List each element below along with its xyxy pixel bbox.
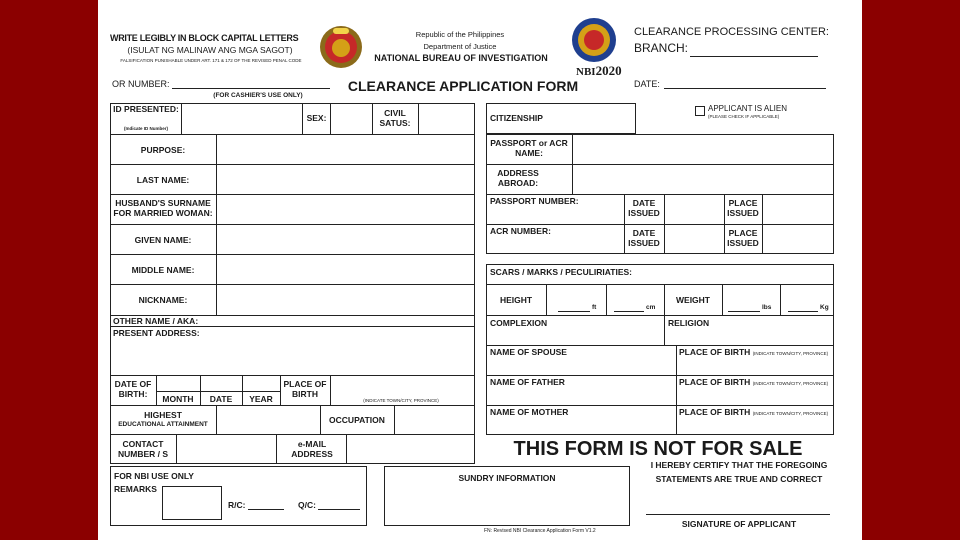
passport-acr-name-field[interactable] bbox=[573, 135, 833, 163]
purpose-field[interactable] bbox=[217, 135, 474, 163]
date-of-birth-label: DATE OF BIRTH: bbox=[114, 379, 152, 399]
spouse-name-field[interactable] bbox=[490, 357, 674, 374]
nbi-seal-label: NBI bbox=[576, 66, 596, 78]
citizenship-label: CITIZENSHIP bbox=[490, 113, 543, 123]
rc-field[interactable] bbox=[248, 509, 284, 510]
occupation-field[interactable] bbox=[395, 406, 474, 433]
religion-field[interactable] bbox=[668, 328, 832, 344]
republic-text: Republic of the Philippines bbox=[415, 30, 505, 39]
birth-year-label: YEAR bbox=[249, 394, 273, 404]
passport-date-issued-field[interactable] bbox=[665, 195, 723, 223]
sundry-info-field[interactable] bbox=[388, 485, 626, 523]
weight-kg-field[interactable] bbox=[788, 311, 818, 312]
mother-place-of-birth-text: PLACE OF BIRTH bbox=[679, 407, 751, 417]
passport-acr-name-label: PASSPORT or ACR NAME: bbox=[490, 138, 568, 158]
spouse-place-of-birth-note: (INDICATE TOWN/CITY, PROVINCE) bbox=[752, 351, 829, 356]
form-filename: FN: Revised NBI Clearance Application Form V1.2 bbox=[484, 528, 596, 534]
last-name-field[interactable] bbox=[217, 165, 474, 193]
middle-name-field[interactable] bbox=[217, 255, 474, 283]
mother-place-of-birth-label bbox=[679, 407, 828, 417]
nickname-field[interactable] bbox=[217, 285, 474, 314]
mother-name-field[interactable] bbox=[490, 417, 674, 434]
sundry-info-label: SUNDRY INFORMATION bbox=[458, 473, 556, 483]
doj-seal-icon bbox=[320, 26, 362, 68]
height-cm-field[interactable] bbox=[614, 311, 644, 312]
spouse-place-of-birth-text: PLACE OF BIRTH bbox=[679, 347, 751, 357]
acr-number-label: ACR NUMBER: bbox=[490, 226, 551, 236]
weight-lbs-unit: lbs bbox=[762, 304, 772, 311]
branch-field[interactable] bbox=[690, 56, 818, 57]
mother-place-of-birth-note: (INDICATE TOWN/CITY, PROVINCE) bbox=[752, 411, 829, 416]
passport-place-issued-field[interactable] bbox=[763, 195, 833, 223]
or-number-field[interactable] bbox=[172, 88, 330, 89]
height-cm-unit: cm bbox=[646, 304, 656, 311]
occupation-label: OCCUPATION bbox=[329, 415, 385, 425]
highest-label: HIGHEST bbox=[144, 410, 182, 420]
place-of-birth-label: PLACE OF BIRTH bbox=[283, 379, 327, 399]
form-title: CLEARANCE APPLICATION FORM bbox=[347, 78, 579, 94]
height-ft-field[interactable] bbox=[558, 311, 590, 312]
email-field[interactable] bbox=[347, 435, 474, 463]
not-for-sale-notice: THIS FORM IS NOT FOR SALE bbox=[513, 438, 803, 460]
civil-status-field[interactable] bbox=[419, 104, 474, 133]
signature-field[interactable] bbox=[646, 514, 830, 515]
husbands-surname-field[interactable] bbox=[217, 195, 474, 223]
id-presented-label: ID PRESENTED: bbox=[113, 104, 179, 114]
applicant-alien-note: (PLEASE CHECK IF APPLICABLE) bbox=[708, 114, 780, 119]
branch-label: BRANCH: bbox=[634, 41, 689, 55]
acr-place-issued-label: PLACE ISSUED bbox=[727, 228, 759, 248]
spouse-place-of-birth-label bbox=[679, 347, 828, 357]
passport-date-issued-label: DATE ISSUED bbox=[628, 198, 660, 218]
complexion-label: COMPLEXION bbox=[490, 318, 548, 328]
certify-line-1: I HEREBY CERTIFY THAT THE FOREGOING bbox=[650, 460, 828, 470]
birth-month-label: MONTH bbox=[162, 394, 194, 404]
sex-field[interactable] bbox=[331, 104, 372, 133]
remarks-field[interactable] bbox=[162, 486, 222, 520]
given-name-label: GIVEN NAME: bbox=[134, 235, 192, 245]
nbi-seal-icon bbox=[572, 18, 616, 62]
id-presented-field[interactable] bbox=[182, 104, 302, 133]
write-legibly-note: WRITE LEGIBLY IN BLOCK CAPITAL LETTERS bbox=[110, 33, 299, 43]
nbi-seal-text bbox=[576, 63, 622, 78]
rc-label: R/C: bbox=[228, 500, 246, 510]
applicant-alien-checkbox[interactable] bbox=[695, 106, 705, 116]
complexion-field[interactable] bbox=[490, 328, 662, 344]
spouse-name-label: NAME OF SPOUSE bbox=[490, 347, 567, 357]
address-abroad-label: ADDRESS ABROAD: bbox=[497, 168, 539, 188]
father-name-field[interactable] bbox=[490, 387, 674, 404]
processing-center-label: CLEARANCE PROCESSING CENTER: bbox=[634, 26, 829, 38]
contact-number-field[interactable] bbox=[177, 435, 275, 463]
cashier-note: (FOR CASHIER'S USE ONLY) bbox=[213, 92, 303, 99]
civil-status-label: CIVIL SATUS: bbox=[379, 108, 411, 128]
religion-label: RELIGION bbox=[668, 318, 710, 328]
date-field[interactable] bbox=[664, 88, 826, 89]
nbi-use-label: FOR NBI USE ONLY bbox=[114, 471, 194, 481]
father-place-of-birth-note: (INDICATE TOWN/CITY, PROVINCE) bbox=[752, 381, 829, 386]
educational-attainment-label: EDUCATIONAL ATTAINMENT bbox=[118, 421, 208, 428]
father-place-of-birth-label bbox=[679, 377, 828, 387]
id-number-note: (Indicate ID Number) bbox=[123, 126, 168, 131]
passport-place-issued-label: PLACE ISSUED bbox=[727, 198, 759, 218]
acr-number-field[interactable] bbox=[490, 236, 622, 253]
or-number-label: OR NUMBER: bbox=[112, 79, 170, 89]
nbi-seal-year: 2020 bbox=[595, 63, 622, 78]
father-name-label: NAME OF FATHER bbox=[490, 377, 565, 387]
birth-day-label: DATE bbox=[209, 394, 233, 404]
husbands-surname-label: HUSBAND'S SURNAME FOR MARRIED WOMAN: bbox=[113, 198, 213, 218]
passport-number-field[interactable] bbox=[490, 206, 622, 223]
address-abroad-field[interactable] bbox=[573, 165, 833, 193]
place-of-birth-field[interactable] bbox=[331, 376, 474, 396]
purpose-label: PURPOSE: bbox=[140, 145, 186, 155]
present-address-field[interactable] bbox=[111, 338, 474, 374]
acr-date-issued-label: DATE ISSUED bbox=[628, 228, 660, 248]
father-place-of-birth-text: PLACE OF BIRTH bbox=[679, 377, 751, 387]
middle-name-label: MIDDLE NAME: bbox=[131, 265, 195, 275]
weight-kg-unit: Kg bbox=[820, 304, 829, 311]
email-label: e-MAIL ADDRESS bbox=[291, 439, 333, 459]
applicant-alien-label: APPLICANT IS ALIEN bbox=[708, 104, 787, 113]
date-label: DATE: bbox=[634, 79, 660, 89]
weight-lbs-field[interactable] bbox=[728, 311, 760, 312]
remarks-label: REMARKS bbox=[114, 484, 157, 494]
passport-number-label: PASSPORT NUMBER: bbox=[490, 196, 579, 206]
last-name-label: LAST NAME: bbox=[136, 175, 190, 185]
present-address-label: PRESENT ADDRESS: bbox=[113, 328, 200, 338]
nickname-label: NICKNAME: bbox=[138, 295, 188, 305]
qc-label: Q/C: bbox=[298, 500, 316, 510]
sex-label: SEX: bbox=[306, 113, 327, 123]
mother-name-label: NAME OF MOTHER bbox=[490, 407, 569, 417]
other-name-label: OTHER NAME / AKA: bbox=[113, 316, 199, 326]
place-of-birth-note: (INDICATE TOWN/CITY, PROVINCE) bbox=[363, 398, 439, 403]
height-ft-unit: ft bbox=[592, 304, 597, 311]
qc-field[interactable] bbox=[318, 509, 360, 510]
certify-line-2: STATEMENTS ARE TRUE AND CORRECT bbox=[655, 474, 823, 484]
contact-number-label: CONTACT NUMBER / S bbox=[117, 439, 169, 459]
educational-attainment-field[interactable] bbox=[217, 406, 319, 433]
signature-label: SIGNATURE OF APPLICANT bbox=[681, 519, 797, 529]
given-name-field[interactable] bbox=[217, 225, 474, 253]
bureau-name: NATIONAL BUREAU OF INVESTIGATION bbox=[374, 53, 548, 63]
height-label: HEIGHT bbox=[499, 295, 533, 305]
acr-place-issued-field[interactable] bbox=[763, 225, 833, 253]
citizenship-field[interactable] bbox=[546, 104, 634, 133]
falsification-note: FALSIFICATION PUNISHABLE UNDER ART. 171 & 172 OF THE REVISED PENAL CODE bbox=[120, 58, 302, 63]
weight-label: WEIGHT bbox=[676, 295, 710, 305]
scars-label: SCARS / MARKS / PECULIRIATIES: bbox=[490, 267, 632, 277]
clearance-form-page bbox=[98, 0, 862, 540]
isulat-note: (ISULAT NG MALINAW ANG MGA SAGOT) bbox=[127, 45, 293, 55]
acr-date-issued-field[interactable] bbox=[665, 225, 723, 253]
department-text: Department of Justice bbox=[423, 42, 497, 51]
